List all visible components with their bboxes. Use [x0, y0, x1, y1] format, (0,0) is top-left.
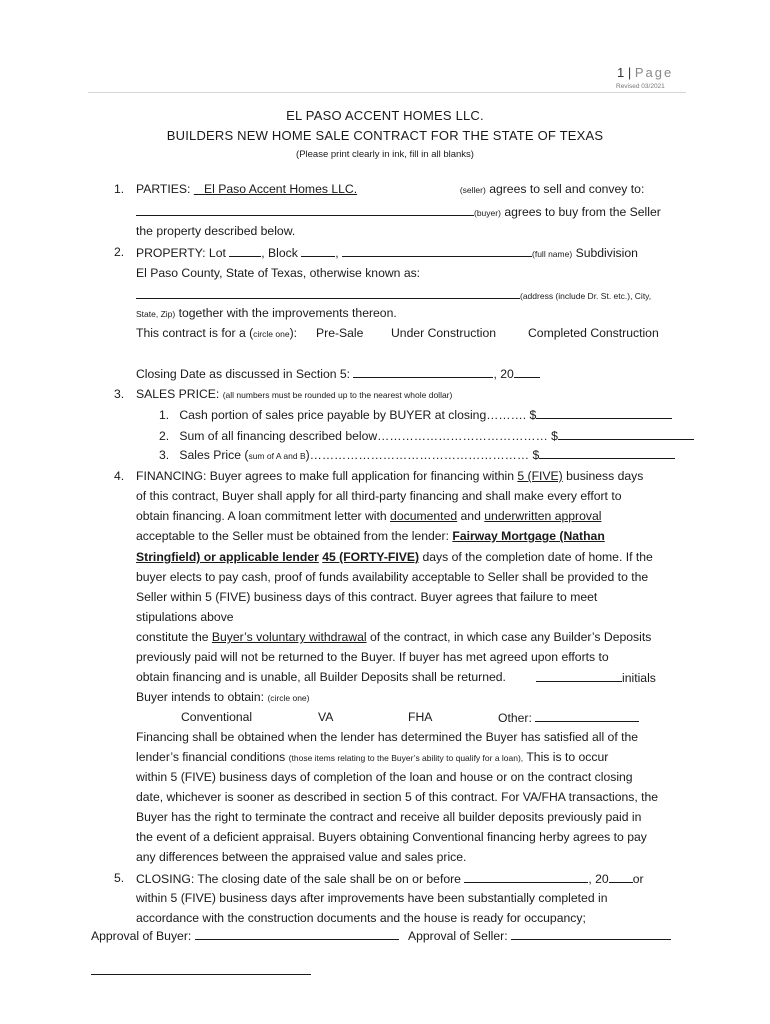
- closing-line-3: accordance with the construction documents and the house is ready for occupancy;: [136, 911, 586, 925]
- section-1-line-1: [136, 182, 644, 196]
- seller-tag: (seller): [459, 185, 486, 195]
- option-completed-construction[interactable]: Completed Construction: [528, 326, 659, 340]
- intends-label: Buyer intends to obtain:: [136, 690, 265, 704]
- forty-five-days: 45 (FORTY-FIVE): [322, 550, 420, 564]
- improvements-line: [136, 306, 397, 320]
- section-4-number: 4.: [114, 469, 125, 483]
- print-instructions: (Please print clearly in ink, fill in all blanks): [296, 149, 474, 160]
- block-field[interactable]: [301, 245, 335, 257]
- initials-label: initials: [622, 671, 656, 685]
- section-2-number: 2.: [114, 245, 125, 259]
- parties-label: PARTIES:: [136, 182, 191, 196]
- cash-portion-field[interactable]: [536, 407, 672, 419]
- financing-line-1: [136, 469, 643, 483]
- financing-type-other: [498, 710, 639, 725]
- sales-item-2: [159, 428, 694, 443]
- section-1-number: 1.: [114, 182, 125, 196]
- initials-field[interactable]: [536, 670, 622, 682]
- address-tag: (address (include Dr. St. etc.), City,: [520, 291, 652, 301]
- closing-l1a: CLOSING: The closing date of the sale shall be on or before: [136, 872, 461, 886]
- contract-for-text: This contract is for a (: [136, 326, 254, 340]
- approval-buyer-field[interactable]: [195, 928, 399, 940]
- seller-name-value: El Paso Accent Homes LLC.: [203, 182, 358, 196]
- approval-buyer: [91, 928, 399, 943]
- address-line: [136, 287, 651, 302]
- sales-item-2-num: 2.: [159, 429, 170, 443]
- sales-item-3-num: 3.: [159, 448, 170, 462]
- sales-item-1-num: 1.: [159, 408, 170, 422]
- seller-text: agrees to sell and convey to:: [489, 182, 645, 196]
- financing-type-va[interactable]: VA: [318, 710, 334, 724]
- address-field[interactable]: [136, 287, 520, 299]
- financing-line-17: Buyer has the right to terminate the contract and receive all builder deposits previously paid in: [136, 810, 642, 824]
- financing-line-15: within 5 (FIVE) business days of completion of the loan and house or on the contract closing: [136, 770, 633, 784]
- financing-line-4: [136, 529, 605, 543]
- financing-line-11: obtain financing and is unable, all Builder Deposits shall be returned.: [136, 670, 506, 684]
- section-2-line-1: [136, 245, 638, 260]
- section-1-line-2: [136, 204, 661, 219]
- contract-type-line: [136, 326, 297, 340]
- sales-item-3-text: Sales Price (: [179, 448, 249, 462]
- financing-line-19: any differences between the appraised value and sales price.: [136, 850, 467, 864]
- financing-l14c: This is to occur: [526, 750, 609, 764]
- financing-line-13: Financing shall be obtained when the lender has determined the Buyer has satisfied all of the: [136, 730, 639, 744]
- financing-l9a: constitute the: [136, 630, 209, 644]
- closing-before-date-field[interactable]: [464, 871, 588, 883]
- seller-name-field[interactable]: [194, 182, 460, 196]
- sales-item-1-text: Cash portion of sales price payable by BUYER at closing………. $: [179, 408, 537, 422]
- voluntary-withdrawal: Buyer’s voluntary withdrawal: [211, 630, 367, 644]
- page-number: 1: [617, 65, 625, 80]
- other-label[interactable]: Other:: [498, 711, 532, 725]
- closing-year-prefix-2: , 20: [588, 872, 609, 886]
- header-divider: [88, 92, 686, 93]
- full-name-tag: (full name): [532, 249, 573, 259]
- financing-l3u1: documented: [390, 509, 458, 523]
- sales-item-3: [159, 447, 675, 462]
- page-number-header: [617, 65, 673, 80]
- section-3-number: 3.: [114, 387, 125, 401]
- closing-date-label: Closing Date as discussed in Section 5:: [136, 367, 351, 381]
- financing-sum-field[interactable]: [558, 428, 694, 440]
- sales-price-label: SALES PRICE:: [136, 387, 220, 401]
- circle-one-tag: circle one: [253, 329, 290, 339]
- financing-type-conventional[interactable]: Conventional: [181, 710, 253, 724]
- financing-line-2: of this contract, Buyer shall apply for all third-party financing and shall make every effort to: [136, 489, 622, 503]
- closing-date-field[interactable]: [353, 366, 493, 378]
- contract-title: BUILDERS NEW HOME SALE CONTRACT FOR THE STATE OF TEXAS: [166, 128, 604, 143]
- financing-line-8: stipulations above: [136, 610, 234, 624]
- sales-item-3-small: sum of A and B: [248, 451, 306, 461]
- financing-line-9: [136, 630, 651, 644]
- financing-line-18: the event of a deficient appraisal. Buyers obtaining Conventional financing herby agrees to pay: [136, 830, 647, 844]
- block-comma: ,: [335, 246, 339, 260]
- footnote-divider: [91, 974, 311, 975]
- financing-line-12: [136, 690, 310, 704]
- closing-before-year-field[interactable]: [609, 871, 633, 883]
- sales-price-header: [136, 387, 452, 401]
- sales-price-note: (all numbers must be rounded up to the nearest whole dollar): [222, 390, 453, 400]
- subdivision-name-field[interactable]: [342, 245, 532, 257]
- financing-type-fha[interactable]: FHA: [408, 710, 433, 724]
- closing-line-2: within 5 (FIVE) business days after improvements have been substantially completed in: [136, 891, 608, 905]
- sales-item-2-text: Sum of all financing described below…………………………………… $: [179, 429, 558, 443]
- financing-line-6: buyer elects to pay cash, proof of funds availability acceptable to Seller shall be provided to the: [136, 570, 649, 584]
- financing-l5c: days of the completion date of home. If the: [422, 550, 653, 564]
- financing-l3u2: underwritten approval: [484, 509, 602, 523]
- financing-line-5: [136, 550, 653, 564]
- intends-circle-one: (circle one): [267, 693, 310, 703]
- company-title: EL PASO ACCENT HOMES LLC.: [286, 108, 484, 123]
- buyer-tag: (buyer): [474, 208, 501, 218]
- property-lot-label: PROPERTY: Lot: [136, 246, 226, 260]
- sales-item-3-tail: )……………………………………………… $: [305, 448, 540, 462]
- initials-block: [536, 670, 656, 685]
- financing-line-10: previously paid will not be returned to the Buyer. If buyer has met agreed upon efforts to: [136, 650, 609, 664]
- approval-buyer-label: Approval of Buyer:: [91, 929, 192, 943]
- financing-line-14: [136, 750, 608, 764]
- section-1-line-3: the property described below.: [136, 224, 296, 238]
- approval-seller-label: Approval of Seller:: [408, 929, 508, 943]
- improvements-text: together with the improvements thereon.: [178, 306, 397, 320]
- section-5-number: 5.: [114, 871, 125, 885]
- financing-l3b: and: [460, 509, 481, 523]
- sales-price-field[interactable]: [539, 447, 675, 459]
- closing-year-field[interactable]: [514, 366, 540, 378]
- other-field[interactable]: [535, 710, 639, 722]
- sales-item-1: [159, 407, 672, 422]
- option-under-construction[interactable]: Under Construction: [391, 326, 496, 340]
- contract-for-end: ):: [289, 326, 298, 340]
- financing-l1a: FINANCING: Buyer agrees to make full application for financing within: [136, 469, 514, 483]
- financing-line-16: date, whichever is sooner as described in section 5 of this contract. For VA/FHA transactions, the: [136, 790, 659, 804]
- financing-l1b: business days: [566, 469, 644, 483]
- financing-l4a: acceptable to the Seller must be obtained from the lender:: [136, 529, 450, 543]
- financing-l14b: (those items relating to the Buyer’s ability to qualify for a loan),: [288, 753, 524, 763]
- approval-seller-field[interactable]: [511, 928, 671, 940]
- financing-line-3: [136, 509, 601, 523]
- block-label: , Block: [261, 246, 298, 260]
- state-zip-tag: State, Zip): [136, 309, 176, 319]
- page-word: Page: [634, 65, 674, 80]
- financing-l9b: of the contract, in which case any Builder’s Deposits: [369, 630, 652, 644]
- page-separator: |: [627, 65, 632, 80]
- revised-date: Revised 03/2021: [616, 83, 665, 90]
- option-pre-sale[interactable]: Pre-Sale: [316, 326, 364, 340]
- closing-date-line: [136, 366, 540, 381]
- lot-field[interactable]: [229, 245, 261, 257]
- closing-year-prefix: , 20: [493, 367, 514, 381]
- approval-seller: [408, 928, 671, 943]
- closing-or: or: [632, 872, 644, 886]
- financing-l3a: obtain financing. A loan commitment letter with: [136, 509, 387, 523]
- lender-name-cont: Stringfield) or applicable lender: [136, 550, 319, 564]
- closing-line-1: [136, 871, 644, 886]
- buyer-name-field[interactable]: [136, 204, 474, 216]
- buyer-text: agrees to buy from the Seller: [504, 205, 661, 219]
- financing-line-7: Seller within 5 (FIVE) business days of this contract. Buyer agrees that failure to meet: [136, 590, 598, 604]
- financing-l1u: 5 (FIVE): [517, 469, 563, 483]
- county-line: El Paso County, State of Texas, otherwise known as:: [136, 266, 421, 280]
- financing-l14a: lender’s financial conditions: [136, 750, 286, 764]
- subdivision-label: Subdivision: [575, 246, 638, 260]
- lender-name: Fairway Mortgage (Nathan: [452, 529, 605, 543]
